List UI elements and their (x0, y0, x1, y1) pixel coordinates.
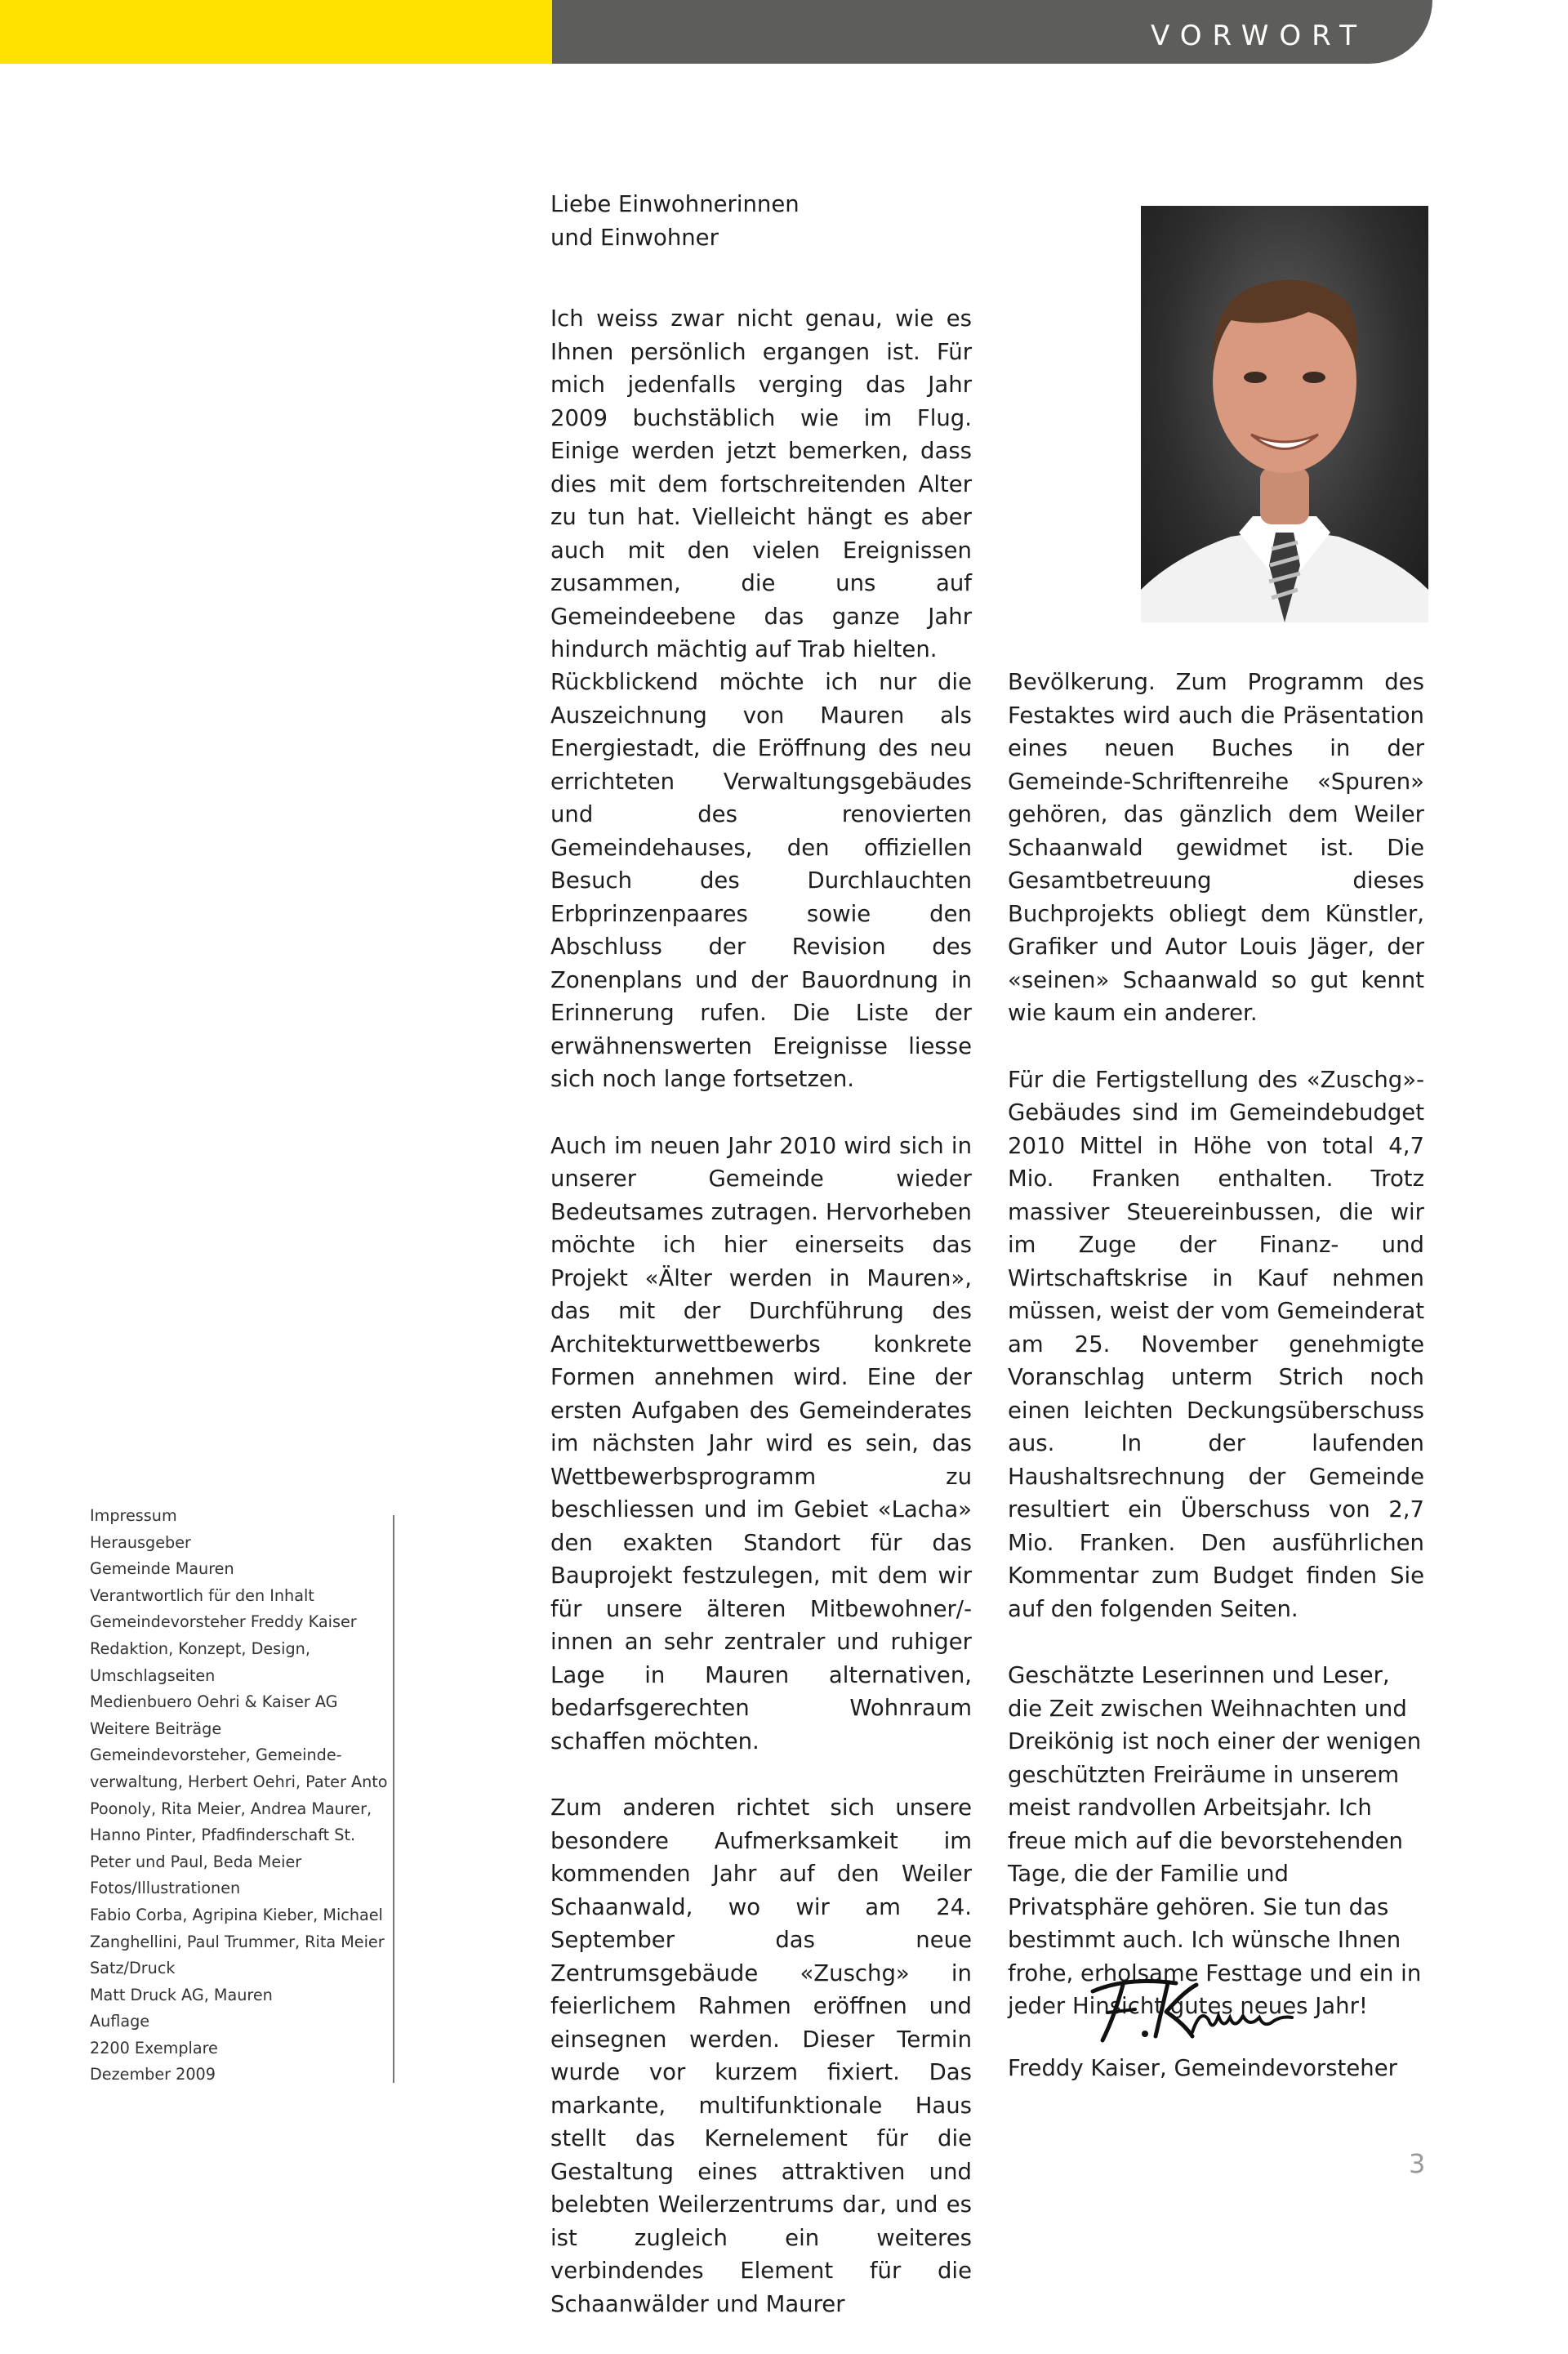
handwritten-signature (1078, 1959, 1298, 2049)
body-paragraph: Rückblickend möchte ich nur die Auszeichnung von Mauren als Energiestadt, die Eröffnung des neu errichteten Verwaltungsgebäudes und des renovierten Gemeindehauses, den offiziellen Besuch des Durchlauchten Erbprinzenpaares sowie den Abschluss der Revision des Zonenplans und der Bauordnung in Erinnerung rufen. Die Liste der erwähnenswerten Ereignisse liesse sich noch lange fortsetzen. (550, 669, 972, 1092)
header-title-bar (552, 0, 1432, 64)
portrait-photo (1141, 206, 1428, 622)
impressum-divider (393, 1515, 394, 2083)
impressum-block (90, 1503, 388, 2089)
letter-salutation (550, 188, 975, 254)
impressum-line: Herausgeber (90, 1532, 191, 1552)
impressum-line: Fotos/Illustrationen (90, 1879, 241, 1898)
impressum-line: Gemeindevorsteher, Gemeinde- (90, 1745, 342, 1765)
body-paragraph: Für die Fertigstellung des «Zuschg»-Gebäudes sind im Gemeindebudget 2010 Mittel in Höhe von total 4,7 Mio. Franken enthalten. Trotz massiver Steuereinbussen, die wir im Zuge der Finanz- und Wirtschaftskrise in Kauf nehmen müssen, weist der vom Gemeinderat am 25. November genehmigte Voranschlag unterm Strich noch einen leichten Deckungsüberschuss aus. In der laufenden Haushaltsrechnung der Gemeinde resultiert ein Überschuss von 2,7 Mio. Franken. Den ausführlichen Kommentar zum Budget finden Sie auf den folgenden Seiten. (1008, 1066, 1424, 1622)
impressum-line: Hanno Pinter, Pfadfinderschaft St. (90, 1826, 356, 1845)
impressum-line: verwaltung, Herbert Oehri, Pater Anto (90, 1772, 388, 1791)
impressum-line: Zanghellini, Paul Trummer, Rita Meier (90, 1932, 385, 1951)
impressum-line: Gemeinde Mauren (90, 1559, 234, 1579)
left-text-column (550, 666, 972, 2354)
right-text-column (1008, 666, 1424, 2057)
impressum-line: Peter und Paul, Beda Meier (90, 1852, 302, 1871)
impressum-line: Redaktion, Konzept, Design, (90, 1638, 310, 1658)
impressum-line: Fabio Corba, Agripina Kieber, Michael (90, 1905, 383, 1924)
body-paragraph: Auch im neuen Jahr 2010 wird sich in unserer Gemeinde wieder Bedeutsames zutragen. Hervorheben möchte ich hier einerseits das Projekt «Älter werden in Mauren», das mit der Durchführung des Architekturwettbewerbs konkrete Formen annehmen wird. Eine der ersten Aufgaben des Gemeinderates im nächsten Jahr wird es sein, das Wettbewerbsprogramm zu beschliessen und im Gebiet «Lacha» den exakten Standort für das Bauprojekt festzulegen, mit dem wir für unsere älteren Mitbewohner/-innen an sehr zentraler und ruhiger Lage in Mauren alternativen, bedarfsgerechten Wohnraum schaffen möchten. (550, 1132, 972, 1754)
impressum-line: Dezember 2009 (90, 2065, 216, 2084)
impressum-line: Medienbuero Oehri & Kaiser AG (90, 1692, 338, 1712)
impressum-line: Gemeindevorsteher Freddy Kaiser (90, 1612, 357, 1632)
page-number: 3 (1409, 2148, 1426, 2179)
signer-name: Freddy Kaiser, Gemeindevorsteher (1008, 2055, 1397, 2081)
intro-paragraph: Ich weiss zwar nicht genau, wie es Ihnen persönlich ergangen ist. Für mich jedenfalls verging das Jahr 2009 buchstäblich wie im Flug. Einige werden jetzt bemerken, dass dies mit dem fortschreitenden Alter zu tun hat. Vielleicht hängt es aber auch mit den vielen Ereignissen zusammen, die uns auf Gemeindeebene das ganze Jahr hindurch mächtig auf Trab hielten. (550, 305, 972, 662)
portrait-illustration (1141, 206, 1428, 622)
impressum-line: Weitere Beiträge (90, 1719, 222, 1738)
intro-column (550, 302, 972, 700)
body-paragraph: Bevölkerung. Zum Programm des Festaktes wird auch die Präsentation eines neuen Buches in der Gemeinde-Schriftenreihe «Spuren» gehören, das gänzlich dem Weiler Schaanwald gewidmet ist. Die Gesamtbetreuung dieses Buchprojekts obliegt dem Künstler, Grafiker und Autor Louis Jäger, der «seinen» Schaanwald so gut kennt wie kaum ein anderer. (1008, 669, 1424, 1026)
impressum-line: Auflage (90, 2012, 150, 2031)
impressum-line: 2200 Exemplare (90, 2038, 218, 2058)
impressum-line: Poonoly, Rita Meier, Andrea Maurer, (90, 1799, 372, 1818)
impressum-line: Matt Druck AG, Mauren (90, 1985, 273, 2004)
salutation-line: und Einwohner (550, 224, 719, 251)
impressum-line: Impressum (90, 1506, 177, 1525)
impressum-line: Satz/Druck (90, 1959, 176, 1978)
impressum-line: Verantwortlich für den Inhalt (90, 1585, 314, 1605)
impressum-line: Umschlagseiten (90, 1665, 216, 1685)
salutation-line: Liebe Einwohnerinnen (550, 191, 800, 217)
body-paragraph: Geschätzte Leserinnen und Leser, die Zeit zwischen Weihnachten und Dreikönig ist noch einer der wenigen geschützten Freiräume in unserem meist randvollen Arbeitsjahr. Ich freue mich auf die bevorstehenden Tage, die der Familie und Privatsphäre gehören. Sie tun das bestimmt auch. Ich wünsche Ihnen frohe, erholsame Festtage und ein in jeder Hinsicht gutes neues Jahr! (1008, 1662, 1422, 2019)
section-title: VORWORT (1151, 20, 1367, 52)
header-yellow-bar (0, 0, 552, 64)
body-paragraph: Zum anderen richtet sich unsere besondere Aufmerksamkeit im kommenden Jahr auf den Weiler Schaanwald, wo wir am 24. September das neue Zentrumsgebäude «Zuschg» in feierlichem Rahmen eröffnen und einsegnen werden. Dieser Termin wurde vor kurzem fixiert. Das markante, multifunktionale Haus stellt das Kernelement für die Gestaltung eines attraktiven und belebten Weilerzentrums dar, und es ist zugleich ein weiteres verbindendes Element für die Schaanwälder und Maurer (550, 1794, 972, 2317)
